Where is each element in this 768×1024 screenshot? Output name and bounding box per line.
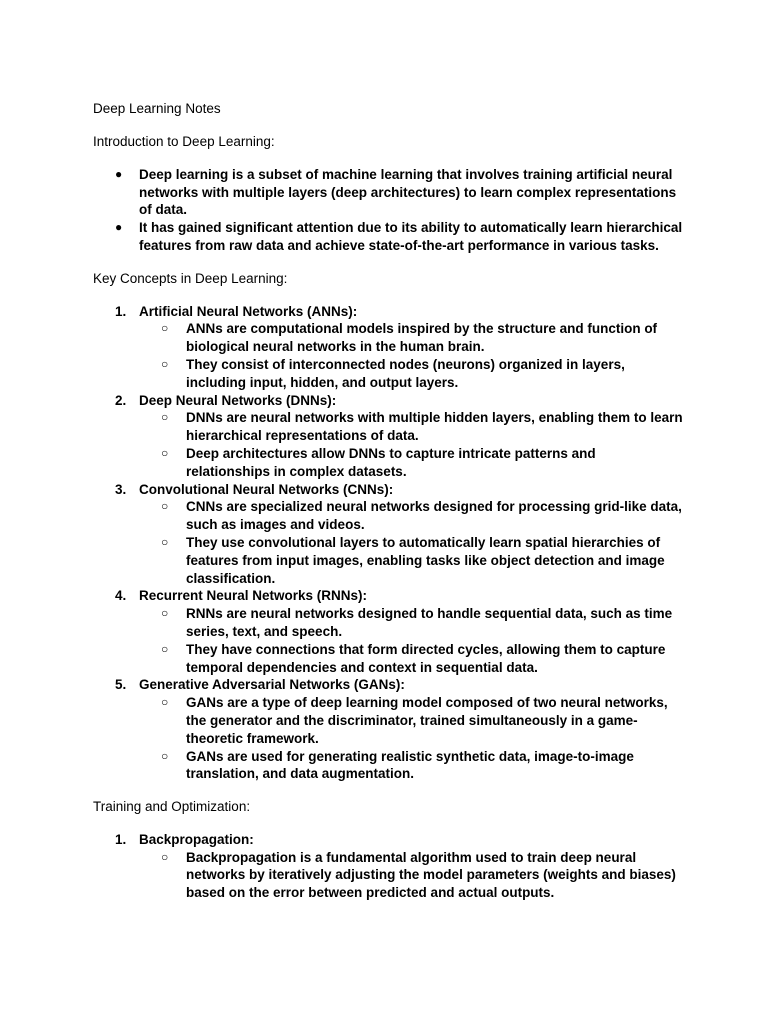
sub-bullet-marker: ○ bbox=[161, 410, 169, 425]
sub-bullet-marker: ○ bbox=[161, 321, 169, 336]
sub-bullet-marker: ○ bbox=[161, 445, 169, 460]
concept-title: Deep Neural Networks (DNNs): bbox=[139, 392, 337, 408]
concept-point: ○ GANs are used for generating realistic synthetic data, image-to-image translation, and data augmentation. bbox=[161, 748, 634, 782]
document-content bbox=[93, 100, 683, 902]
concept-point: ○ DNNs are neural networks with multiple hidden layers, enabling them to learn hierarchical representations of data. bbox=[161, 410, 683, 444]
item-number: 1. bbox=[115, 303, 127, 319]
item-number: 5. bbox=[115, 677, 127, 693]
intro-bullet-item: ● Deep learning is a subset of machine learning that involves training artificial neural networks with multiple layers (deep architectures) to learn complex representations of data. bbox=[115, 166, 677, 218]
sub-bullet-marker: ○ bbox=[161, 695, 169, 710]
concept-item bbox=[93, 676, 683, 783]
bullet-marker: ● bbox=[115, 166, 123, 181]
item-number: 4. bbox=[115, 588, 127, 604]
sub-bullet-marker: ○ bbox=[161, 641, 169, 656]
training-point: ○ Backpropagation is a fundamental algorithm used to train deep neural networks by iteratively adjusting the model parameters (weights and biases) based on the error between predicted and actual outputs. bbox=[161, 849, 676, 901]
intro-bullet-item: ● It has gained significant attention due to its ability to automatically learn hierarchical features from raw data and achieve state-of-the-art performance in various tasks. bbox=[115, 220, 683, 253]
document-title: Deep Learning Notes bbox=[93, 101, 221, 116]
sub-bullet-marker: ○ bbox=[161, 499, 169, 514]
training-list bbox=[93, 831, 683, 902]
sub-bullet-marker: ○ bbox=[161, 849, 169, 864]
item-number: 3. bbox=[115, 481, 127, 497]
concept-title: Convolutional Neural Networks (CNNs): bbox=[139, 481, 394, 497]
concept-point: ○ They have connections that form directed cycles, allowing them to capture temporal dependencies and context in sequential data. bbox=[161, 641, 666, 675]
sub-bullet-marker: ○ bbox=[161, 356, 169, 371]
key-concepts-list bbox=[93, 303, 683, 784]
sub-bullet-marker: ○ bbox=[161, 534, 169, 549]
concept-point: ○ RNNs are neural networks designed to handle sequential data, such as time series, text, and speech. bbox=[161, 606, 673, 639]
intro-bullet-list bbox=[93, 166, 683, 255]
training-heading: Training and Optimization: bbox=[93, 799, 251, 815]
bullet-marker: ● bbox=[115, 220, 123, 235]
training-item-title: Backpropagation: bbox=[139, 831, 254, 847]
concept-title: Generative Adversarial Networks (GANs): bbox=[139, 677, 405, 693]
concept-point: ○ They use convolutional layers to automatically learn spatial hierarchies of features from input images, enabling tasks like object detection and image classification. bbox=[161, 534, 665, 586]
concept-point: ○ GANs are a type of deep learning model composed of two neural networks, the generator and the discriminator, trained simultaneously in a game-theoretic framework. bbox=[161, 695, 668, 746]
item-number: 1. bbox=[115, 831, 127, 847]
concept-item bbox=[93, 587, 683, 676]
key-concepts-heading: Key Concepts in Deep Learning: bbox=[93, 270, 288, 286]
training-item bbox=[93, 831, 683, 902]
concept-title: Artificial Neural Networks (ANNs): bbox=[139, 303, 358, 319]
concept-item bbox=[93, 392, 683, 481]
concept-point: ○ CNNs are specialized neural networks designed for processing grid-like data, such as images and videos. bbox=[161, 499, 682, 533]
concept-point: ○ They consist of interconnected nodes (neurons) organized in layers, including input, hidden, and output layers. bbox=[161, 356, 625, 390]
concept-point: ○ Deep architectures allow DNNs to capture intricate patterns and relationships in complex datasets. bbox=[161, 445, 596, 479]
concept-item bbox=[93, 303, 683, 392]
item-number: 2. bbox=[115, 392, 127, 408]
concept-title: Recurrent Neural Networks (RNNs): bbox=[139, 588, 368, 604]
sub-bullet-marker: ○ bbox=[161, 606, 169, 621]
concept-point: ○ ANNs are computational models inspired by the structure and function of biological neural networks in the human brain. bbox=[161, 321, 658, 355]
intro-heading: Introduction to Deep Learning: bbox=[93, 134, 275, 149]
concept-item bbox=[93, 481, 683, 588]
sub-bullet-marker: ○ bbox=[161, 748, 169, 763]
